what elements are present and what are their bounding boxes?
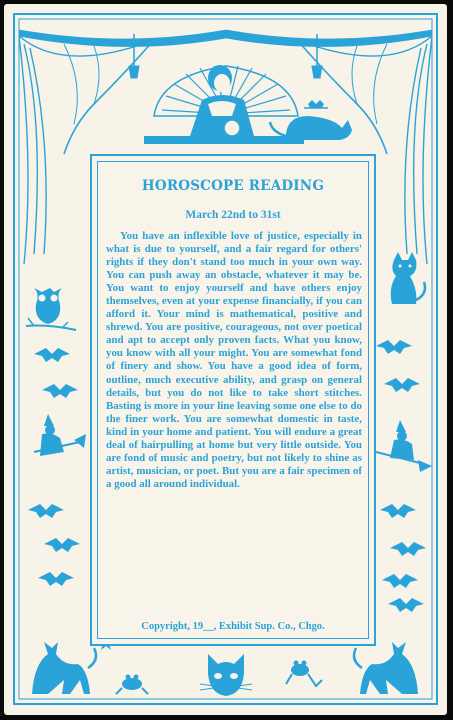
black-cat-icon	[270, 100, 352, 140]
cat-face-icon	[200, 654, 252, 696]
arched-cat-icon	[32, 642, 96, 694]
card-title: HOROSCOPE READING	[141, 178, 325, 194]
frog-icon	[286, 661, 322, 687]
witch-on-broom-icon	[376, 420, 432, 472]
owl-icon	[26, 288, 76, 330]
date-range: March 22nd to 31st	[185, 209, 281, 221]
horoscope-card	[4, 4, 447, 715]
reading-panel	[90, 154, 376, 646]
arched-cat-icon	[354, 642, 418, 694]
black-cat-icon	[391, 252, 425, 304]
bat-icon	[376, 340, 426, 612]
fortune-teller-icon	[144, 65, 304, 144]
reading-text: You have an inflexible love of justice, especially in what is due to yourself, and a fair regard for others' rights if they don't stand too much in your own way. You can push away an obstacle, whatever it may be. You want to enjoy yourself and have others enjoy themselves, even at your expense financially, if you can afford it. Your mind is mathematical, positive and shrewd. You are positive, courageous, not over poetical and apt to accept only proven facts. What you know, you know with all your might. You are somewhat fond of finery and show. You have a good idea of form, outline, much executive ability, and grasp on general details, but you do not like to take short stitches. Basting is more in your line leaving some one else to do the finer work. You are somewhat domestic in taste, kind in your home and patient. You will endure a great deal of hairpulling at home but very little outside. You are fond of music and poetry, but not likely to shine as artist, musician, or poet. But you are a fair specimen of a good all around individual.	[106, 230, 362, 490]
witch-on-broom-icon	[34, 414, 86, 456]
copyright-line: Copyright, 19__, Exhibit Sup. Co., Chgo.	[141, 621, 325, 632]
frog-icon	[116, 675, 148, 695]
bat-icon	[28, 348, 80, 586]
